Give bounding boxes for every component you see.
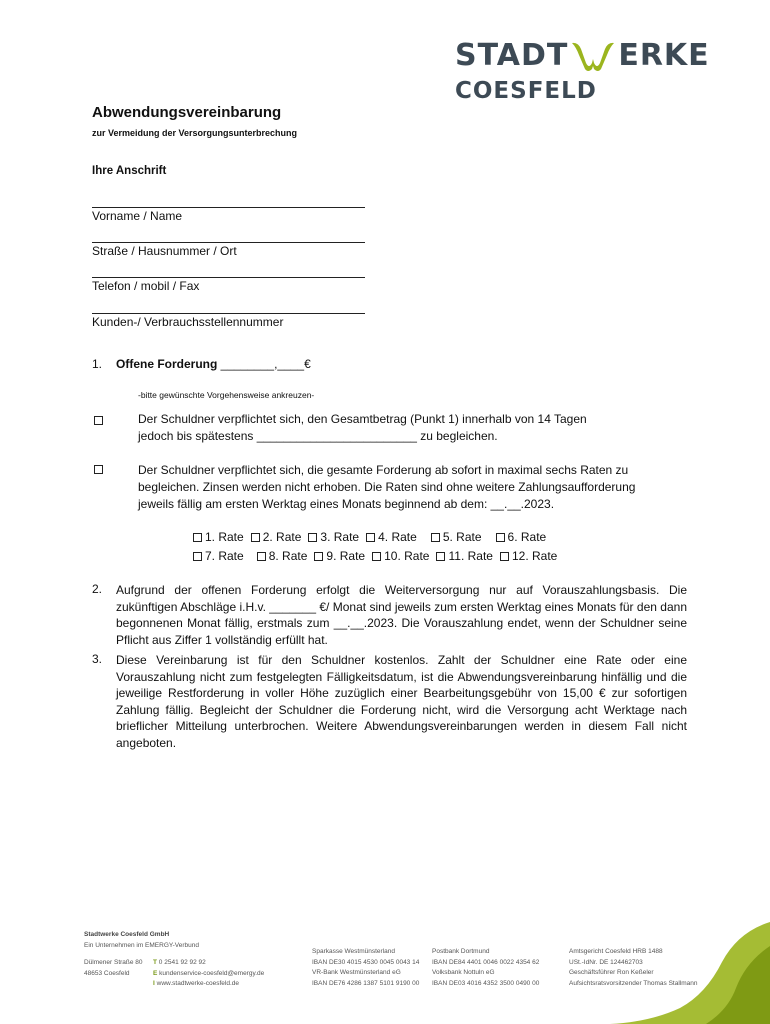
registry-vat: USt.-IdNr. DE 124462703 [569, 958, 643, 966]
rate-option[interactable] [366, 530, 417, 544]
address-heading: Ihre Anschrift [92, 165, 167, 177]
option-full-payment-checkbox[interactable] [94, 416, 103, 425]
phone-field-label: Telefon / mobil / Fax [92, 279, 200, 293]
rate-checkbox[interactable] [193, 533, 202, 542]
option-installments-checkbox[interactable] [94, 465, 103, 474]
rate-checkbox[interactable] [257, 552, 266, 561]
bank-1-name: Sparkasse Westmünsterland [312, 948, 395, 955]
option-installments-line-1: Der Schuldner verpflichtet sich, die gesamte Forderung ab sofort in maximal sechs Raten zu [138, 463, 629, 477]
rate-option[interactable] [251, 530, 302, 544]
rate-checkbox[interactable] [251, 533, 260, 542]
bank-2-name: VR-Bank Westmünsterland eG [312, 969, 401, 976]
footer-address [84, 958, 143, 979]
phone-input-line[interactable] [92, 277, 365, 278]
rates-row-1 [193, 530, 553, 544]
open-claim-line [116, 357, 311, 371]
rate-label: 6. Rate [507, 530, 547, 544]
rate-checkbox[interactable] [436, 552, 445, 561]
open-claim-label: Offene Forderung [116, 357, 218, 371]
rate-option[interactable] [436, 549, 492, 563]
footer-bank-col-1 [312, 947, 419, 989]
option-installments-line-3: jeweils fällig am ersten Werktag eines Monats beginnend ab dem: __.__.2023. [138, 497, 555, 511]
street-input-line[interactable] [92, 242, 365, 243]
rate-checkbox[interactable] [431, 533, 440, 542]
footer-street: Dülmener Straße 80 [84, 959, 143, 966]
document-subtitle: zur Vermeidung der Versorgungsunterbrechung [92, 128, 298, 138]
bank-2-iban: IBAN DE76 4286 1387 5101 9190 00 [312, 979, 420, 987]
rate-option[interactable] [308, 530, 359, 544]
option-full-payment-line-1: Der Schuldner verpflichtet sich, den Gesamtbetrag (Punkt 1) innerhalb von 14 Tagen [138, 412, 587, 426]
rate-label: 1. Rate [205, 530, 244, 544]
name-input-line[interactable] [92, 207, 365, 208]
rate-label: 2. Rate [262, 530, 302, 544]
option-installments-text [138, 462, 678, 513]
company-logo [455, 38, 710, 108]
section-3-text: Diese Vereinbarung ist für den Schuldner kostenlos. Zahlt der Schuldner eine Rate oder eine Vorauszahlung nicht zum festgelegten Fälligkeitsdatum, ist die Abwendungsvereinbarung hinfällig und die jeweilige Restforderung in voller Höhe zuzüglich einer Bearbeitungsgebühr von 15,00 € zur sofortigen Zahlung fällig. Begleicht der Schuldner die Forderung nicht, wird die Versorgung acht Werktage nach brieflicher Mitteilung unterbrochen. Weitere Abwendungsvereinbarungen werden in diesem Fall nicht angeboten. [116, 653, 687, 750]
rate-label: 7. Rate [205, 549, 244, 563]
rate-option[interactable] [193, 549, 244, 563]
name-field-label: Vorname / Name [92, 209, 183, 223]
logo-text-left: STADT [455, 38, 569, 73]
section-2-text: Aufgrund der offenen Forderung erfolgt die Weiterversorgung nur auf Vorauszahlungsbasis. Die zukünftigen Abschläge i.H.v. _______ €/ Monat sind jeweils zum ersten Werktag eines Monats für den dann begonnenen Monat fällig, erstmals zum __.__.2023. Die Vorauszahlung endet, wenn der Schuldner seine Pflicht aus Ziffer 1 vollständig erfüllt hat. [116, 583, 687, 647]
footer-email-link[interactable]: kundenservice-coesfeld@emergy.de [159, 969, 265, 977]
email-key: E [153, 969, 158, 977]
bank-3-iban: IBAN DE84 4401 0046 0022 4354 62 [432, 958, 540, 966]
logo-line-1 [455, 38, 710, 73]
registry-ceo: Geschäftsführer Ron Keßeler [569, 969, 654, 976]
rate-checkbox[interactable] [314, 552, 323, 561]
rate-label: 12. Rate [511, 549, 558, 563]
document-title: Abwendungsvereinbarung [92, 104, 282, 121]
rate-option[interactable] [257, 549, 308, 563]
open-claim-amount-blank[interactable]: ________,____€ [217, 357, 311, 371]
rate-label: 8. Rate [268, 549, 308, 563]
rate-checkbox[interactable] [372, 552, 381, 561]
footer-web-link[interactable]: www.stadtwerke-coesfeld.de [156, 980, 239, 987]
logo-line-2: COESFELD [455, 78, 597, 104]
rates-row-2 [193, 549, 564, 563]
section-3-number: 3. [92, 652, 103, 666]
footer-city: 48653 Coesfeld [84, 969, 130, 977]
rate-checkbox[interactable] [193, 552, 202, 561]
bank-3-name: Postbank Dortmund [432, 948, 490, 955]
footer-bank-col-2 [432, 947, 539, 989]
rate-label: 4. Rate [378, 530, 417, 544]
street-field-label: Straße / Hausnummer / Ort [92, 244, 237, 258]
section-1-number: 1. [92, 357, 103, 371]
logo-text-right: ERKE [618, 38, 710, 73]
rate-label: 10. Rate [384, 549, 430, 563]
section-2-number: 2. [92, 582, 103, 596]
footer-contact [153, 958, 264, 990]
rate-checkbox[interactable] [496, 533, 505, 542]
rate-label: 11. Rate [448, 549, 493, 563]
rate-checkbox[interactable] [500, 552, 509, 561]
rate-label: 3. Rate [320, 530, 360, 544]
rate-option[interactable] [431, 530, 482, 544]
choose-option-hint: -bitte gewünschte Vorgehensweise ankreuzen- [138, 390, 315, 400]
rate-option[interactable] [193, 530, 244, 544]
rate-option[interactable] [372, 549, 429, 563]
bank-1-iban: IBAN DE30 4015 4530 0045 0043 14 [312, 958, 420, 966]
registry-board: Aufsichtsratsvorsitzender Thomas Stallmann [569, 979, 698, 987]
customer-number-input-line[interactable] [92, 313, 365, 314]
bank-4-name: Volksbank Nottuln eG [432, 969, 495, 976]
footer-registry [569, 947, 698, 989]
footer-company [84, 930, 199, 951]
bank-4-iban: IBAN DE03 4016 4352 3500 0490 00 [432, 979, 540, 987]
option-full-payment-line-2: jedoch bis spätestens ________________________ zu begleichen. [138, 429, 498, 443]
web-key: I [153, 980, 155, 987]
option-full-payment-text [138, 411, 678, 445]
logo-w-mark-icon [570, 39, 616, 73]
footer-company-name: Stadtwerke Coesfeld GmbH [84, 931, 170, 938]
rate-checkbox[interactable] [308, 533, 317, 542]
footer-phone: 0 2541 92 92 92 [158, 959, 206, 966]
footer-company-sub: Ein Unternehmen im EMERGY-Verbund [84, 941, 200, 949]
phone-key: T [153, 959, 157, 966]
rate-label: 9. Rate [326, 549, 366, 563]
rate-option[interactable] [496, 530, 547, 544]
registry-court: Amtsgericht Coesfeld HRB 1488 [569, 948, 663, 955]
option-installments-line-2: begleichen. Zinsen werden nicht erhoben. Die Raten sind ohne weitere Zahlungsaufforderung [138, 480, 636, 494]
customer-number-field-label: Kunden-/ Verbrauchsstellennummer [92, 315, 284, 329]
rate-option[interactable] [500, 549, 557, 563]
rate-checkbox[interactable] [366, 533, 375, 542]
rate-label: 5. Rate [442, 530, 482, 544]
rate-option[interactable] [314, 549, 365, 563]
